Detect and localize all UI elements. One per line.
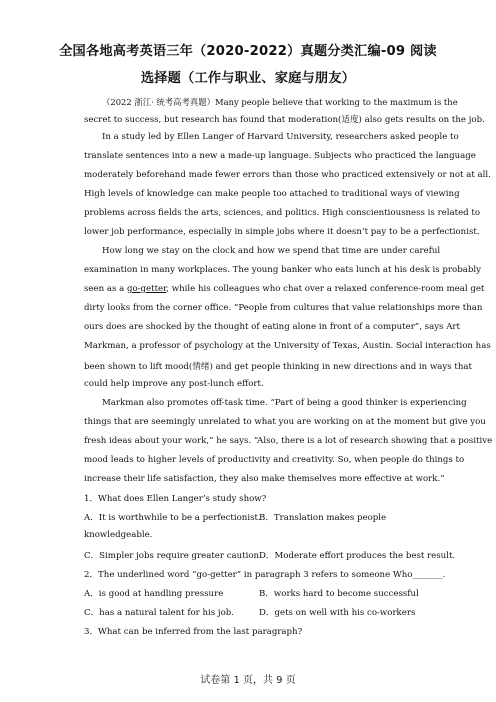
question-2: 2．The underlined word “go-getter” in paragraph 3 refers to someone Who_______.	[84, 570, 446, 580]
paragraph-line: increase their life satisfaction, they also make themselves more effective at work.”	[84, 474, 445, 484]
paragraph-line: mood leads to higher levels of productivity and creativity. So, when people do things to	[84, 455, 465, 465]
page-footer: 试卷第 1 页，共 9 页	[200, 675, 296, 686]
paragraph-line: secret to success, but research has found that moderation(适度) also gets results on the job.	[84, 115, 485, 125]
question-1-option-d: D．Moderate effort produces the best result.	[259, 551, 456, 561]
paragraph-line: How long we stay on the clock and how we spend that time are under careful	[102, 246, 441, 256]
paragraph-line: fresh ideas about your work,” he says. “Also, there is a lot of research showing that a positive	[84, 436, 493, 446]
question-2-option-b: B．works hard to become successful	[259, 589, 419, 599]
question-1-option-c: C．Simpler jobs require greater caution.	[84, 551, 262, 561]
paragraph-line: could help improve any post-lunch effort.	[84, 379, 264, 389]
paragraph-line: lower job performance, especially in simple jobs where it doesn’t pay to be a perfectionist.	[84, 227, 480, 237]
paragraph-line: Markman also promotes off-task time. “Part of being a good thinker is experiencing	[102, 398, 467, 408]
paragraph-line: things that are seemingly unrelated to what you are working on at the moment but give you	[84, 417, 486, 427]
paragraph-line: problems across fields the arts, sciences, and politics. High conscientiousness is related to	[84, 208, 481, 218]
paragraph-line: examination in many workplaces. The young banker who eats lunch at his desk is probably	[84, 265, 481, 275]
question-2-option-c: C．has a natural talent for his job.	[84, 608, 235, 618]
paragraph-line: ours does are shocked by the thought of eating alone in front of a computer”, says Art	[84, 322, 460, 332]
paragraph-line: Markman, a professor of psychology at the University of Texas, Austin. Social interaction has	[84, 341, 491, 351]
question-1-option-b-cont: knowledgeable.	[84, 530, 153, 540]
paragraph-line: seen as a go-getter, while his colleagues who chat over a relaxed conference-room meal get	[84, 284, 485, 294]
question-1-option-a: A．It is worthwhile to be a perfectionist.	[84, 513, 261, 523]
question-1-option-b: B．Translation makes people	[259, 513, 387, 523]
paragraph-text: seen as a	[84, 284, 127, 294]
question-2-option-a: A．is good at handling pressure	[84, 589, 224, 599]
paragraph-line: （2022 浙江· 统考高考真题）Many people believe that working to the maximum is the	[102, 97, 458, 107]
paragraph-line: dirty looks from the corner office. “People from cultures that value relationships more than	[84, 303, 483, 313]
document-title-line2: 选择题（工作与职业、家庭与朋友）	[140, 71, 356, 86]
underlined-word: go-getter	[126, 284, 167, 294]
question-3: 3．What can be inferred from the last paragraph?	[84, 627, 303, 637]
paragraph-line: translate sentences into a new a made-up language. Subjects who practiced the language	[84, 151, 476, 161]
paragraph-line: been shown to lift mood(情绪) and get people thinking in new directions and in ways that	[84, 362, 472, 372]
paragraph-text: while his colleagues who chat over a relaxed conference-room meal get	[171, 284, 485, 294]
paragraph-line: High levels of knowledge can make people too attached to traditional ways of viewing	[84, 189, 460, 199]
document-title-line1: 全国各地高考英语三年（2020-2022）真题分类汇编-09 阅读	[59, 44, 437, 59]
paragraph-line: moderately beforehand made fewer errors than those who practiced extensively or not at all.	[84, 170, 491, 180]
question-2-option-d: D．gets on well with his co-workers	[259, 608, 416, 618]
question-1: 1．What does Ellen Langer’s study show?	[84, 494, 267, 504]
paragraph-line: In a study led by Ellen Langer of Harvard University, researchers asked people to	[102, 132, 459, 142]
